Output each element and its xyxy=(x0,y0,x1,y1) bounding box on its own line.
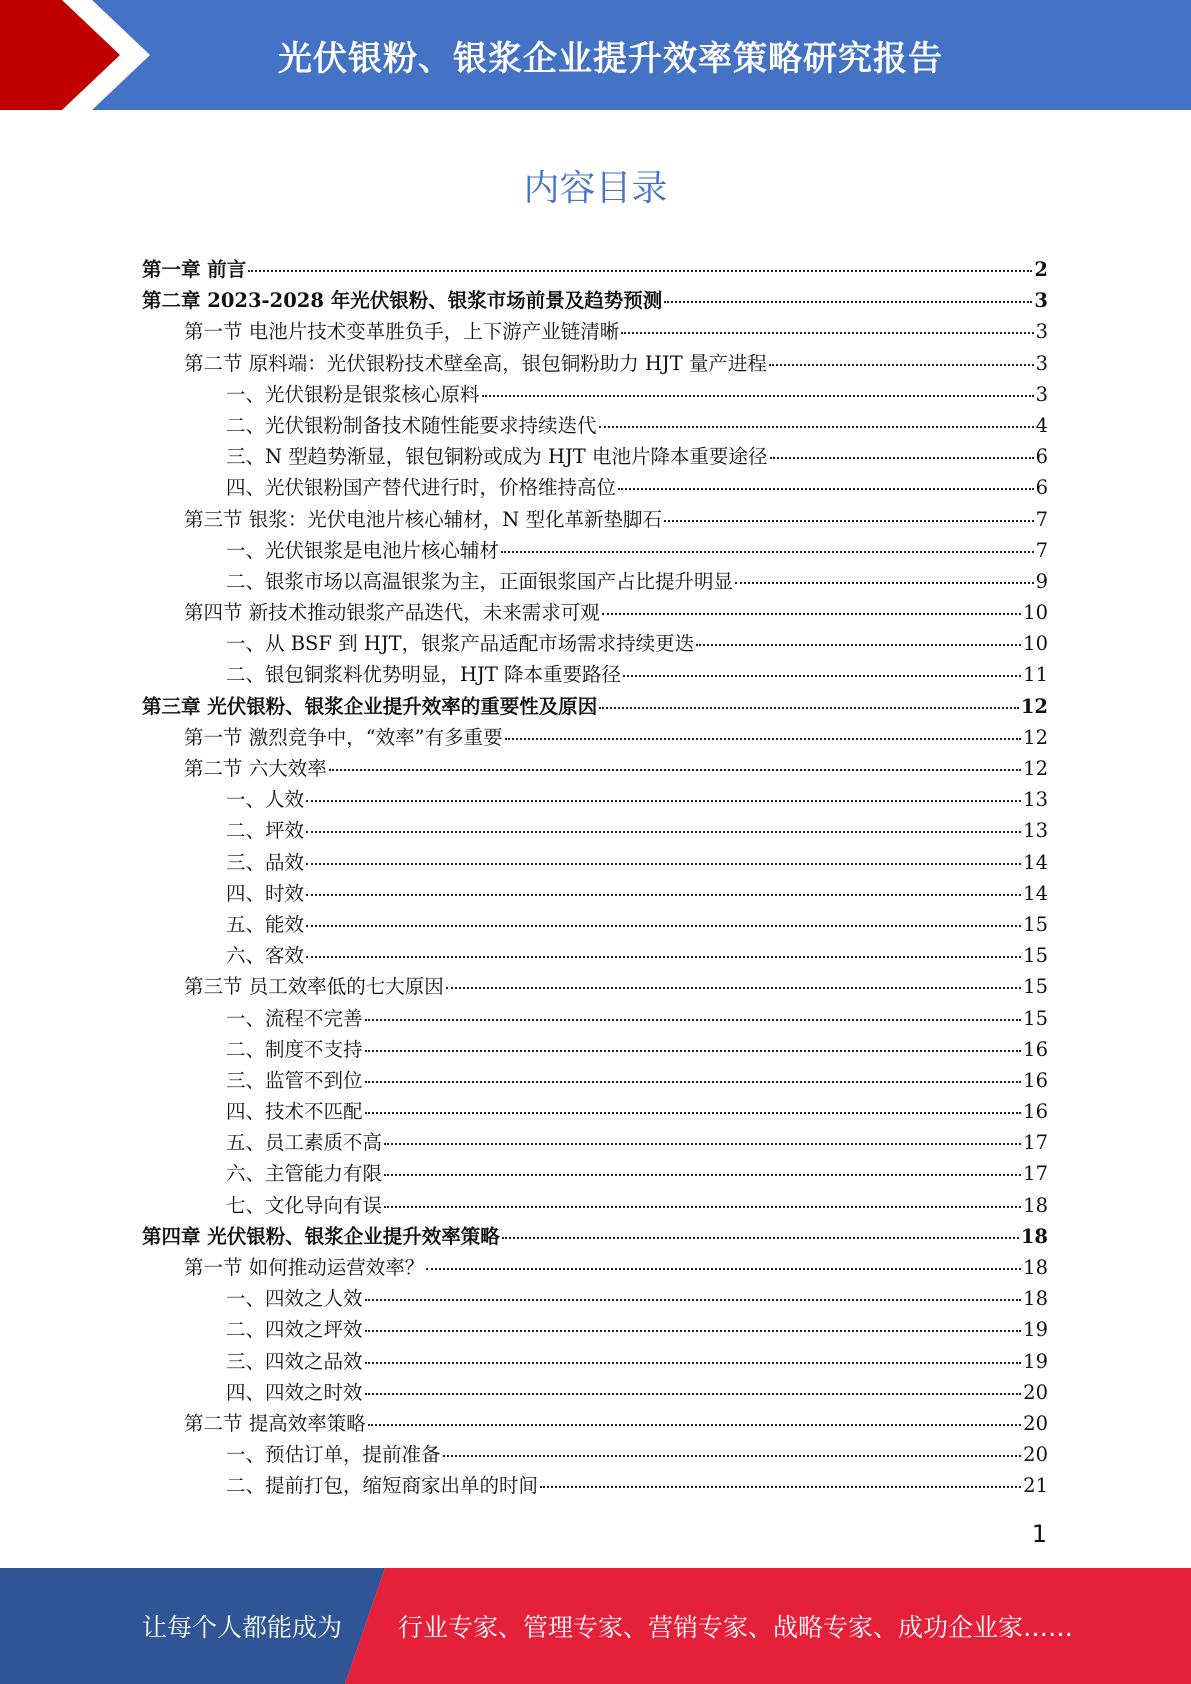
toc-entry-page: 10 xyxy=(1023,601,1048,625)
toc-dot-leader xyxy=(365,1362,1022,1364)
toc-entry-label: 一、从 BSF 到 HJT，银浆产品适配市场需求持续更迭 xyxy=(226,632,695,656)
toc-entry-page: 15 xyxy=(1023,912,1048,936)
toc-entry[interactable] xyxy=(142,659,1048,690)
toc-entry[interactable] xyxy=(142,566,1048,597)
toc-entry-page: 14 xyxy=(1023,881,1048,905)
toc-entry-page: 2 xyxy=(1034,258,1048,281)
toc-entry-label: 第一章 前言 xyxy=(142,258,247,281)
header-banner xyxy=(0,0,1191,110)
footer-slogan-left: 让每个人都能成为 xyxy=(142,1613,343,1642)
toc-entry-page: 18 xyxy=(1020,1224,1048,1248)
toc-entry[interactable] xyxy=(142,1346,1048,1377)
toc-entry-page: 19 xyxy=(1023,1318,1048,1342)
toc-dot-leader xyxy=(623,675,1021,677)
toc-dot-leader xyxy=(306,800,1021,802)
toc-entry[interactable] xyxy=(142,1096,1048,1127)
toc-dot-leader xyxy=(664,301,1032,303)
toc-entry-label: 四、四效之时效 xyxy=(226,1380,363,1404)
toc-entry-page: 15 xyxy=(1023,975,1048,999)
toc-entry[interactable] xyxy=(142,410,1048,441)
toc-entry-label: 第四节 新技术推动银浆产品迭代，未来需求可观 xyxy=(184,601,600,625)
toc-entry-label: 第一节 如何推动运营效率？ xyxy=(184,1256,425,1279)
toc-entry-label: 一、四效之人效 xyxy=(226,1287,363,1311)
toc-entry-page: 11 xyxy=(1023,663,1048,687)
toc-entry[interactable] xyxy=(142,1158,1048,1189)
toc-entry[interactable] xyxy=(142,784,1048,815)
toc-entry[interactable] xyxy=(142,1470,1048,1501)
toc-dot-leader xyxy=(365,1330,1022,1332)
toc-dot-leader xyxy=(443,1455,1022,1457)
toc-entry[interactable] xyxy=(142,254,1048,285)
toc-dot-leader xyxy=(696,644,1021,646)
toc-entry-label: 二、银浆市场以高温银浆为主，正面银浆国产占比提升明显 xyxy=(226,569,734,593)
toc-dot-leader xyxy=(505,738,1022,740)
table-of-contents xyxy=(142,254,1048,1502)
toc-entry-label: 五、员工素质不高 xyxy=(226,1131,383,1155)
toc-entry-page: 7 xyxy=(1035,538,1048,562)
toc-entry-label: 二、提前打包，缩短商家出单的时间 xyxy=(226,1474,539,1498)
toc-entry-page: 13 xyxy=(1023,819,1048,843)
toc-dot-leader xyxy=(368,1424,1021,1426)
toc-entry[interactable] xyxy=(142,722,1048,753)
toc-dot-leader xyxy=(769,364,1034,366)
toc-entry-label: 第三节 银浆：光伏电池片核心辅材，N 型化革新垫脚石 xyxy=(184,507,662,531)
toc-dot-leader xyxy=(621,332,1033,334)
toc-entry-label: 第三节 员工效率低的七大原因 xyxy=(184,975,444,999)
toc-dot-leader xyxy=(540,1486,1021,1488)
toc-dot-leader xyxy=(365,1019,1022,1021)
toc-entry-label: 五、能效 xyxy=(226,912,305,936)
toc-entry-label: 一、预估订单，提前准备 xyxy=(226,1443,441,1467)
toc-entry-page: 15 xyxy=(1023,944,1048,968)
toc-entry-label: 四、时效 xyxy=(226,881,305,905)
toc-entry-label: 三、监管不到位 xyxy=(226,1068,363,1092)
toc-dot-leader xyxy=(306,863,1021,865)
toc-entry[interactable] xyxy=(142,441,1048,472)
toc-entry-page: 10 xyxy=(1023,632,1048,656)
toc-entry-label: 一、光伏银粉是银浆核心原料 xyxy=(226,382,480,406)
toc-entry-page: 21 xyxy=(1023,1474,1048,1498)
toc-entry-label: 第一节 激烈竞争中，“效率”有多重要 xyxy=(184,725,503,749)
toc-entry-label: 第二节 六大效率 xyxy=(184,757,327,780)
toc-dot-leader xyxy=(502,1237,1019,1239)
toc-entry[interactable] xyxy=(142,940,1048,971)
page-number: 1 xyxy=(1031,1520,1047,1548)
toc-entry[interactable] xyxy=(142,628,1048,659)
toc-entry-label: 六、客效 xyxy=(226,944,305,968)
toc-entry-page: 18 xyxy=(1023,1256,1048,1279)
toc-entry[interactable] xyxy=(142,1003,1048,1034)
report-title: 光伏银粉、银浆企业提升效率策略研究报告 xyxy=(278,38,943,79)
toc-entry-page: 12 xyxy=(1023,757,1048,780)
toc-entry-page: 3 xyxy=(1035,351,1048,375)
toc-entry-label: 第三章 光伏银粉、银浆企业提升效率的重要性及原因 xyxy=(142,694,598,718)
toc-dot-leader xyxy=(306,831,1021,833)
toc-entry-page: 17 xyxy=(1023,1131,1048,1155)
toc-entry-page: 18 xyxy=(1023,1287,1048,1311)
toc-entry-label: 二、四效之坪效 xyxy=(226,1318,363,1342)
toc-entry-page: 20 xyxy=(1023,1380,1048,1404)
toc-dot-leader xyxy=(501,551,1034,553)
toc-dot-leader xyxy=(306,925,1021,927)
toc-entry[interactable] xyxy=(142,971,1048,1002)
toc-entry[interactable] xyxy=(142,597,1048,628)
toc-dot-leader xyxy=(329,769,1021,771)
toc-entry-page: 17 xyxy=(1023,1162,1048,1186)
toc-dot-leader xyxy=(599,707,1019,709)
footer-banner xyxy=(0,1568,1191,1684)
toc-dot-leader xyxy=(365,1081,1022,1083)
toc-entry-page: 3 xyxy=(1035,382,1048,406)
toc-entry-page: 6 xyxy=(1035,476,1048,500)
toc-entry[interactable] xyxy=(142,1377,1048,1408)
toc-entry-label: 第四章 光伏银粉、银浆企业提升效率策略 xyxy=(142,1224,500,1248)
toc-dot-leader xyxy=(384,1174,1021,1176)
toc-entry-page: 12 xyxy=(1023,725,1048,749)
toc-dot-leader xyxy=(482,395,1034,397)
toc-entry-label: 第二节 原料端：光伏银粉技术壁垒高，银包铜粉助力 HJT 量产进程 xyxy=(184,351,767,375)
toc-dot-leader xyxy=(384,1143,1021,1145)
toc-dot-leader xyxy=(365,1050,1022,1052)
toc-entry-label: 二、制度不支持 xyxy=(226,1037,363,1061)
toc-entry[interactable] xyxy=(142,1314,1048,1345)
toc-entry-page: 3 xyxy=(1035,320,1048,344)
toc-dot-leader xyxy=(770,457,1034,459)
toc-entry[interactable] xyxy=(142,691,1048,722)
toc-entry-page: 16 xyxy=(1023,1068,1048,1092)
toc-entry-page: 9 xyxy=(1035,569,1048,593)
toc-entry-label: 四、光伏银粉国产替代进行时，价格维持高位 xyxy=(226,476,617,500)
toc-entry-page: 20 xyxy=(1023,1411,1048,1435)
toc-dot-leader xyxy=(306,894,1021,896)
toc-heading: 内容目录 xyxy=(523,168,668,209)
toc-entry-label: 第二节 提高效率策略 xyxy=(184,1411,366,1435)
toc-entry-page: 6 xyxy=(1035,445,1048,469)
toc-entry-label: 四、技术不匹配 xyxy=(226,1100,363,1124)
toc-entry[interactable] xyxy=(142,504,1048,535)
toc-entry-page: 18 xyxy=(1023,1193,1048,1217)
toc-dot-leader xyxy=(365,1393,1022,1395)
toc-entry[interactable] xyxy=(142,753,1048,784)
toc-entry[interactable] xyxy=(142,1252,1048,1283)
toc-entry[interactable] xyxy=(142,1283,1048,1314)
toc-entry-page: 12 xyxy=(1020,694,1048,718)
toc-dot-leader xyxy=(426,1268,1021,1270)
toc-entry[interactable] xyxy=(142,847,1048,878)
toc-entry[interactable] xyxy=(142,1408,1048,1439)
toc-entry[interactable] xyxy=(142,1065,1048,1096)
toc-entry[interactable] xyxy=(142,316,1048,347)
toc-entry-label: 一、流程不完善 xyxy=(226,1006,363,1030)
toc-dot-leader xyxy=(365,1112,1022,1114)
toc-entry[interactable] xyxy=(142,1034,1048,1065)
toc-entry[interactable] xyxy=(142,1439,1048,1470)
toc-entry-label: 二、光伏银粉制备技术随性能要求持续迭代 xyxy=(226,413,597,437)
toc-entry-label: 第二章 2023-2028 年光伏银粉、银浆市场前景及趋势预测 xyxy=(142,289,663,313)
toc-dot-leader xyxy=(664,520,1034,522)
toc-entry-page: 16 xyxy=(1023,1037,1048,1061)
toc-entry[interactable] xyxy=(142,535,1048,566)
footer-slogan-right: 行业专家、管理专家、营销专家、战略专家、成功企业家…… xyxy=(398,1613,1074,1642)
toc-dot-leader xyxy=(618,488,1034,490)
toc-entry-page: 19 xyxy=(1023,1349,1048,1373)
toc-entry[interactable] xyxy=(142,815,1048,846)
toc-entry-page: 15 xyxy=(1023,1006,1048,1030)
toc-entry[interactable] xyxy=(142,285,1048,316)
toc-entry[interactable] xyxy=(142,1221,1048,1252)
toc-entry-label: 二、坪效 xyxy=(226,819,305,843)
toc-dot-leader xyxy=(365,1299,1022,1301)
toc-entry-label: 七、文化导向有误 xyxy=(226,1193,383,1217)
toc-dot-leader xyxy=(446,987,1021,989)
toc-entry-label: 三、四效之品效 xyxy=(226,1349,363,1373)
toc-entry-page: 7 xyxy=(1035,507,1048,531)
toc-dot-leader xyxy=(735,582,1034,584)
toc-dot-leader xyxy=(248,270,1032,272)
toc-entry-page: 16 xyxy=(1023,1100,1048,1124)
toc-entry-page: 20 xyxy=(1023,1443,1048,1467)
toc-entry-page: 14 xyxy=(1023,850,1048,874)
toc-entry[interactable] xyxy=(142,1127,1048,1158)
toc-entry[interactable] xyxy=(142,472,1048,503)
toc-dot-leader xyxy=(599,426,1034,428)
toc-entry-label: 一、人效 xyxy=(226,788,305,812)
toc-entry-page: 4 xyxy=(1035,413,1048,437)
toc-entry[interactable] xyxy=(142,878,1048,909)
toc-entry[interactable] xyxy=(142,348,1048,379)
toc-entry[interactable] xyxy=(142,909,1048,940)
toc-entry-label: 二、银包铜浆料优势明显，HJT 降本重要路径 xyxy=(226,663,622,687)
toc-entry[interactable] xyxy=(142,379,1048,410)
toc-entry[interactable] xyxy=(142,1190,1048,1221)
toc-entry-page: 3 xyxy=(1034,289,1048,313)
toc-entry-page: 13 xyxy=(1023,788,1048,812)
toc-entry-label: 六、主管能力有限 xyxy=(226,1162,383,1186)
toc-dot-leader xyxy=(306,956,1021,958)
toc-dot-leader xyxy=(384,1206,1021,1208)
toc-entry-label: 三、N 型趋势渐显，银包铜粉或成为 HJT 电池片降本重要途径 xyxy=(226,445,768,469)
toc-entry-label: 三、品效 xyxy=(226,850,305,874)
toc-dot-leader xyxy=(602,613,1021,615)
toc-entry-label: 一、光伏银浆是电池片核心辅材 xyxy=(226,538,500,562)
toc-entry-label: 第一节 电池片技术变革胜负手，上下游产业链清晰 xyxy=(184,320,620,344)
